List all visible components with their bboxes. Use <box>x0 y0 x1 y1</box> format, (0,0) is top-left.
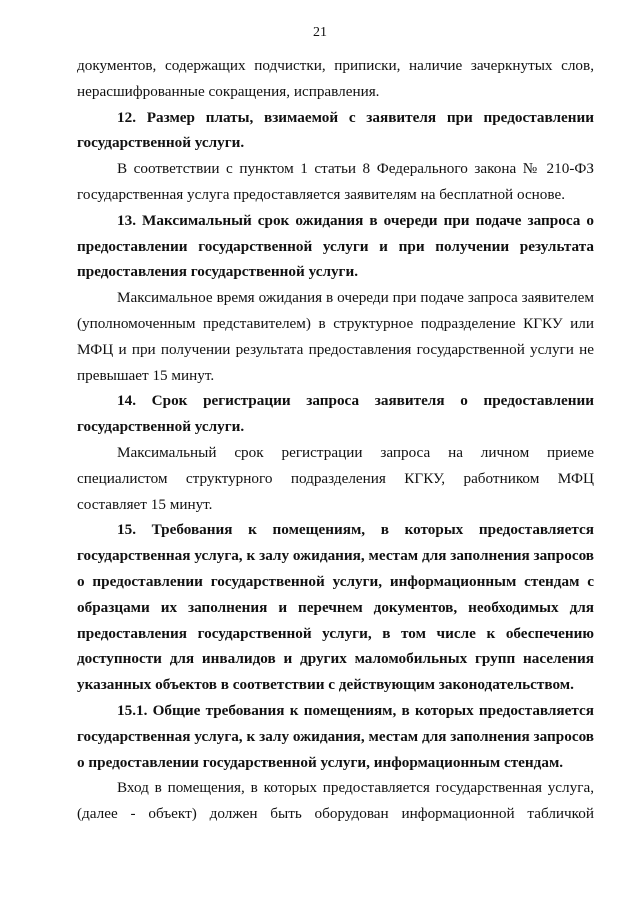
paragraph-waiting-time: Максимальное время ожидания в очереди при подаче запроса заявителем (уполномоченным представителем) в структурное подразделение КГКУ или МФЦ и при получении результата предоставления государственной услуги не превышает 15 минут. <box>77 289 594 384</box>
paragraph-fee: В соответствии с пунктом 1 статьи 8 Федерального закона № 210-ФЗ государственная услуга предоставляется заявителям на бесплатной основе. <box>77 160 594 203</box>
section-heading-15-1: 15.1. Общие требования к помещениям, в которых предоставляется государственная услуга, к залу ожидания, местам для заполнения запросов о предоставлении государственной услуги, информационным стендам. <box>77 701 594 771</box>
paragraph-entrance: Вход в помещения, в которых предоставляется государственная услуга, (далее - объект) должен быть оборудован информационной табличкой <box>77 779 594 823</box>
section-heading-12: 12. Размер платы, взимаемой с заявителя при предоставлении государственной услуги. <box>77 108 594 152</box>
section-heading-15: 15. Требования к помещениям, в которых предоставляется государственная услуга, к залу ожидания, местам для заполнения запросов о предоставлении государственной услуги, информационным стендам с образцами их заполнения и перечнем документов, необходимых для предоставления государственной услуги, в том числе к обеспечению доступности для инвалидов и других маломобильных групп населения указанных объектов в соответствии с действующим законодательством. <box>77 521 594 694</box>
section-heading-13: 13. Максимальный срок ожидания в очереди при подаче запроса о предоставлении государственной услуги и при получении результата предоставления государственной услуги. <box>77 211 594 281</box>
section-heading-14: 14. Срок регистрации запроса заявителя о предоставлении государственной услуги. <box>77 392 594 436</box>
document-body <box>77 53 594 827</box>
page-number: 21 <box>313 25 327 40</box>
paragraph-continuation: документов, содержащих подчистки, приписки, наличие зачеркнутых слов, нерасшифрованные сокращения, исправления. <box>77 57 594 100</box>
paragraph-registration-time: Максимальный срок регистрации запроса на личном приеме специалистом структурного подразделения КГКУ, работником МФЦ составляет 15 минут. <box>77 443 594 513</box>
